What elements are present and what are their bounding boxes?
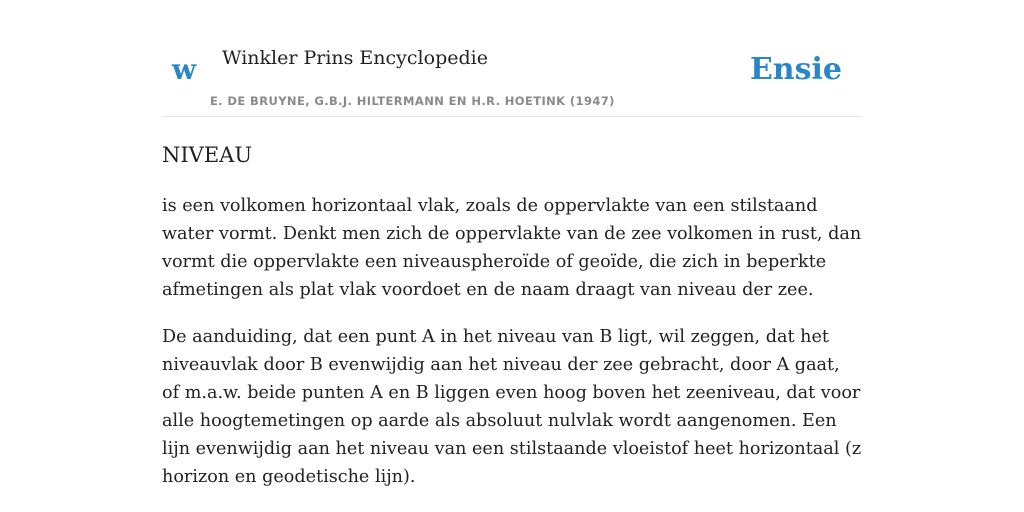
- winkler-prins-logo-icon[interactable]: w: [172, 53, 197, 86]
- ensie-brand-logo[interactable]: Ensie: [749, 52, 842, 87]
- source-title[interactable]: Winkler Prins Encyclopedie: [222, 47, 488, 69]
- entry-paragraph: De aanduiding, dat een punt A in het niveau van B ligt, wil zeggen, dat het niveauvlak door B evenwijdig aan het niveau der zee gebracht, door A gaat, of m.a.w. beide punten A en B liggen even hoog boven het zeeniveau, dat voor alle hoogtemetingen op aarde als absoluut nulvlak wordt aangenomen. Een lijn evenwijdig aan het niveau van een stilstaande vloeistof heet horizontaal (z horizon en geodetische lijn).: [162, 327, 862, 487]
- entry-headword: NIVEAU: [162, 143, 253, 167]
- source-header: [162, 0, 862, 117]
- entry-paragraph: is een volkomen horizontaal vlak, zoals de oppervlakte van een stilstaand water vormt. Denkt men zich de oppervlakte van de zee volkomen in rust, dan vormt die oppervlakte een niveauspheroïde of geoïde, die zich in beperkte afmetingen als plat vlak voordoet en de naam draagt van niveau der zee.: [162, 196, 862, 300]
- source-authors: E. DE BRUYNE, G.B.J. HILTERMANN EN H.R. HOETINK (1947): [210, 94, 615, 108]
- entry-body: [162, 192, 862, 510]
